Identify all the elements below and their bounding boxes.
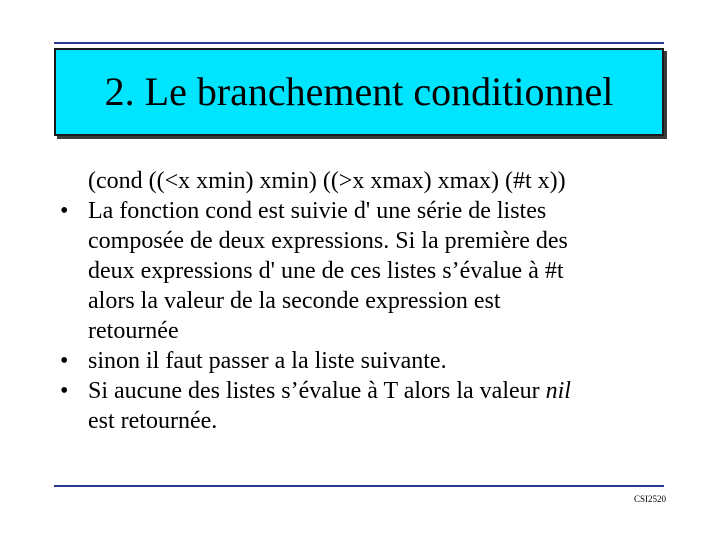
bullet-line [88,376,668,406]
footer-course-code: CSI2520 [633,494,666,504]
code-line [58,166,668,196]
bullet-text: sinon il faut passer a la liste suivante. [88,348,447,374]
bullet-line: deux expressions d' une de ces listes s’évalue à #t [88,258,564,284]
bullet-line: alors la valeur de la seconde expression est [88,288,501,314]
bullet-icon: • [60,348,69,374]
bullet-item [58,196,668,346]
bullet-icon: • [60,378,69,404]
bottom-rule [54,485,664,487]
bullet-line: est retournée. [88,408,218,434]
bullet-text [88,376,668,436]
bullet-item [58,346,668,376]
bullet-text-part: Si aucune des listes s’évalue à T alors la valeur [88,378,546,404]
nil-keyword: nil [545,378,571,404]
bullet-spacer [58,166,88,196]
bullet-text [88,196,668,346]
bullet-line: composée de deux expressions. Si la première des [88,228,568,254]
title-box [54,48,664,136]
top-rule [54,42,664,44]
bullet-line: retournée [88,318,179,344]
code-line-text: (cond ((<x xmin) xmin) ((>x xmax) xmax) (#t x)) [88,168,566,194]
slide-content [58,166,668,436]
bullet-item [58,376,668,436]
slide-title: 2. Le branchement conditionnel [104,69,614,114]
bullet-icon: • [60,198,69,224]
bullet-line: La fonction cond est suivie d' une série de listes [88,198,547,224]
